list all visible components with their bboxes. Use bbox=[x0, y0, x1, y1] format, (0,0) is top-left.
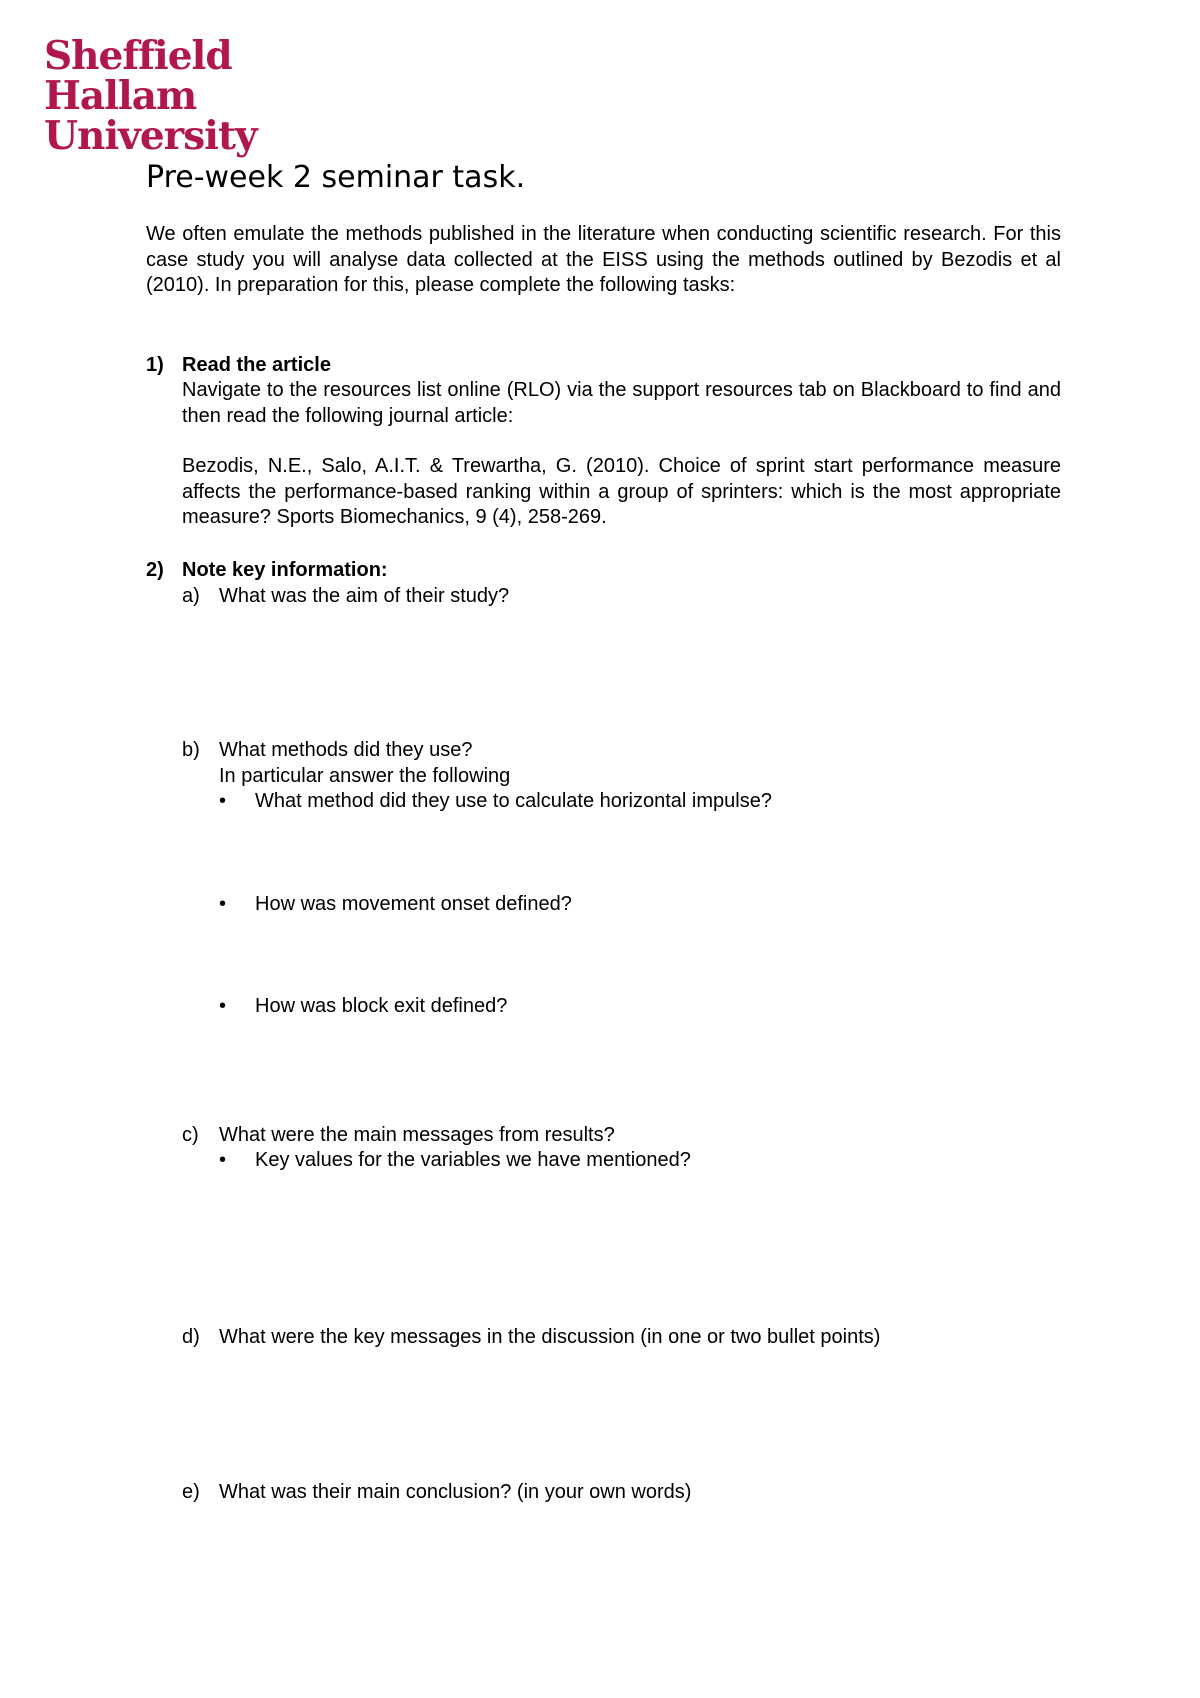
question-a-text: What was the aim of their study? bbox=[219, 585, 510, 607]
bullet-icon: • bbox=[219, 1149, 227, 1171]
task-1-heading: Read the article bbox=[182, 354, 331, 376]
question-c-letter: c) bbox=[182, 1124, 199, 1146]
question-c-bullet-1: Key values for the variables we have mentioned? bbox=[255, 1149, 691, 1171]
question-e-text: What was their main conclusion? (in your own words) bbox=[219, 1481, 692, 1503]
question-d-text: What were the key messages in the discussion (in one or two bullet points) bbox=[219, 1326, 881, 1348]
question-b-subtext: In particular answer the following bbox=[219, 765, 511, 787]
task-1-number: 1) bbox=[146, 354, 164, 376]
logo-line-3: University bbox=[44, 113, 257, 159]
task-2-heading: Note key information: bbox=[182, 559, 388, 581]
question-a-letter: a) bbox=[182, 585, 200, 607]
intro-paragraph: We often emulate the methods published in the literature when conducting scientific research. For this case study you will analyse data collected at the EISS using the methods outlined by Bezodis et al (2010). In preparation for this, please complete the following tasks: bbox=[146, 223, 1061, 296]
question-c-text: What were the main messages from results? bbox=[219, 1124, 615, 1146]
task-1-instructions: Navigate to the resources list online (RLO) via the support resources tab on Blackboard to find and then read the following journal article: bbox=[182, 379, 1061, 427]
question-b-bullet-2: How was movement onset defined? bbox=[255, 893, 572, 915]
logo-line-1: Sheffield bbox=[44, 33, 232, 79]
question-b-text: What methods did they use? bbox=[219, 739, 473, 761]
question-b-bullet-3: How was block exit defined? bbox=[255, 995, 508, 1017]
page-title: Pre-week 2 seminar task. bbox=[146, 160, 526, 195]
task-2-number: 2) bbox=[146, 559, 164, 581]
question-e-letter: e) bbox=[182, 1481, 200, 1503]
question-b-letter: b) bbox=[182, 739, 200, 761]
bullet-icon: • bbox=[219, 995, 227, 1017]
bullet-icon: • bbox=[219, 893, 227, 915]
university-logo bbox=[44, 33, 257, 159]
bullet-icon: • bbox=[219, 790, 227, 812]
question-d-letter: d) bbox=[182, 1326, 200, 1348]
task-1-reference: Bezodis, N.E., Salo, A.I.T. & Trewartha, G. (2010). Choice of sprint start performance measure affects the performance-based ranking within a group of sprinters: which is the most appropriate measure? Sports Biomechanics, 9 (4), 258-269. bbox=[182, 455, 1061, 528]
logo-line-2: Hallam bbox=[44, 73, 197, 119]
question-b-bullet-1: What method did they use to calculate horizontal impulse? bbox=[255, 790, 772, 812]
